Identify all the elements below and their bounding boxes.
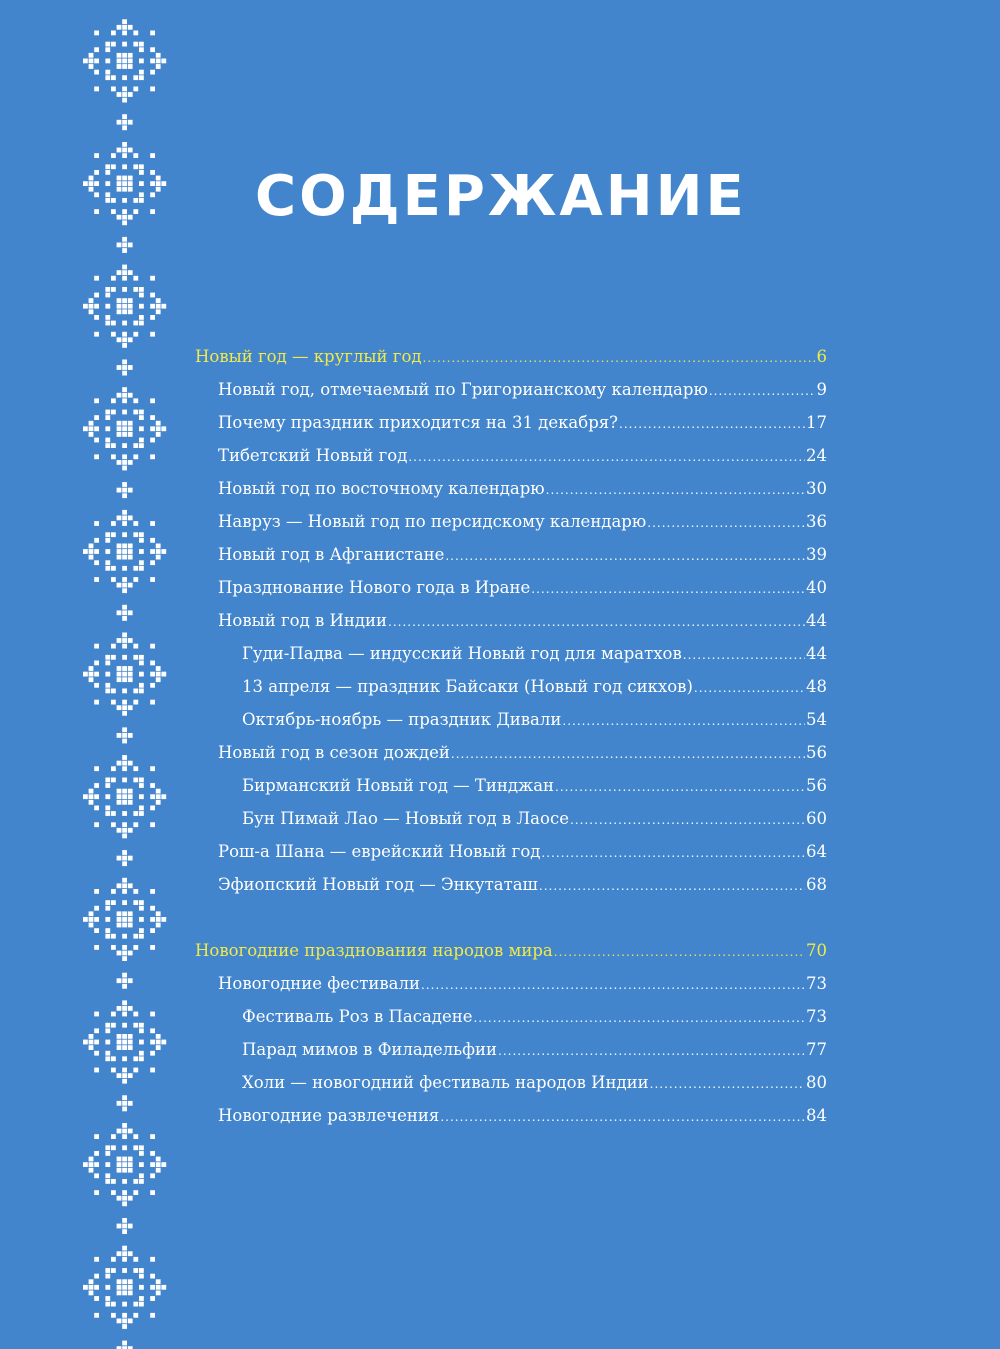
toc-leader-dots	[619, 408, 805, 441]
toc-entry-title: Новый год, отмечаемый по Григорианскому календарю	[218, 380, 708, 399]
toc-entry[interactable]	[195, 406, 827, 439]
toc-entry[interactable]	[195, 1099, 827, 1132]
toc-page-number: 73	[806, 974, 827, 993]
toc-entry-title: Эфиопский Новый год — Энкутаташ	[218, 875, 538, 894]
toc-section-heading[interactable]	[195, 340, 827, 373]
toc-leader-dots	[498, 1035, 805, 1068]
toc-section-heading[interactable]	[195, 934, 827, 967]
toc-leader-dots	[694, 672, 805, 705]
toc-entry-title: Новый год в Афганистане	[218, 545, 445, 564]
toc-entry-title: Октябрь-ноябрь — праздник Дивали	[242, 710, 562, 729]
toc-entry[interactable]	[195, 835, 827, 868]
toc-leader-dots	[445, 540, 805, 573]
toc-page-number: 60	[806, 809, 827, 828]
toc-leader-dots	[683, 639, 805, 672]
toc-entry[interactable]	[195, 439, 827, 472]
toc-entry-title: Парад мимов в Филадельфии	[242, 1040, 498, 1059]
toc-page-number: 64	[806, 842, 827, 861]
toc-page-number: 80	[806, 1073, 827, 1092]
toc-leader-dots	[562, 705, 805, 738]
toc-leader-dots	[709, 375, 816, 408]
toc-page-number: 39	[806, 545, 827, 564]
toc-entry-title: Новогодние развлечения	[218, 1106, 440, 1125]
toc-leader-dots	[421, 969, 805, 1002]
table-of-contents	[195, 340, 827, 1132]
toc-entry-title: Тибетский Новый год	[218, 446, 408, 465]
toc-entry[interactable]	[195, 736, 827, 769]
toc-leader-dots	[408, 441, 805, 474]
toc-page-number: 36	[806, 512, 827, 531]
toc-leader-dots	[531, 573, 805, 606]
toc-entry[interactable]	[195, 1066, 827, 1099]
toc-page-number: 56	[806, 743, 827, 762]
toc-page-number: 6	[816, 347, 827, 366]
toc-page-number: 54	[806, 710, 827, 729]
toc-entry-title: Новый год — круглый год	[195, 347, 422, 366]
toc-entry[interactable]	[195, 472, 827, 505]
toc-leader-dots	[555, 771, 805, 804]
toc-entry-title: Холи — новогодний фестиваль народов Индии	[242, 1073, 649, 1092]
toc-leader-dots	[647, 507, 805, 540]
snowflake-pattern-icon	[83, 0, 167, 1349]
toc-entry-title: Новый год в сезон дождей	[218, 743, 450, 762]
toc-page-number: 17	[806, 413, 827, 432]
toc-entry-title: 13 апреля — праздник Байсаки (Новый год сикхов)	[242, 677, 693, 696]
toc-entry-title: Гуди-Падва — индусский Новый год для маратхов	[242, 644, 682, 663]
toc-page-number: 44	[806, 644, 827, 663]
toc-page-number: 24	[806, 446, 827, 465]
toc-entry[interactable]	[195, 538, 827, 571]
toc-page-number: 40	[806, 578, 827, 597]
toc-entry-title: Новый год в Индии	[218, 611, 388, 630]
toc-leader-dots	[451, 738, 805, 771]
toc-leader-dots	[554, 936, 805, 969]
toc-leader-dots	[570, 804, 805, 837]
toc-entry[interactable]	[195, 1033, 827, 1066]
toc-page-number: 84	[806, 1106, 827, 1125]
toc-entry[interactable]	[195, 571, 827, 604]
toc-page-number: 48	[806, 677, 827, 696]
toc-entry-title: Новый год по восточному календарю	[218, 479, 545, 498]
toc-entry[interactable]	[195, 769, 827, 802]
toc-entry[interactable]	[195, 604, 827, 637]
toc-leader-dots	[423, 342, 816, 375]
toc-entry[interactable]	[195, 1000, 827, 1033]
toc-entry[interactable]	[195, 637, 827, 670]
toc-leader-dots	[541, 837, 805, 870]
toc-entry[interactable]	[195, 670, 827, 703]
toc-leader-dots	[473, 1002, 805, 1035]
toc-page-number: 70	[806, 941, 827, 960]
toc-leader-dots	[440, 1101, 805, 1134]
toc-entry[interactable]	[195, 505, 827, 538]
toc-entry-title: Фестиваль Роз в Пасадене	[242, 1007, 473, 1026]
toc-page-number: 77	[806, 1040, 827, 1059]
toc-page-number: 44	[806, 611, 827, 630]
toc-entry-title: Бирманский Новый год — Тинджан	[242, 776, 555, 795]
toc-entry[interactable]	[195, 703, 827, 736]
toc-entry-title: Почему праздник приходится на 31 декабря?	[218, 413, 619, 432]
toc-leader-dots	[388, 606, 805, 639]
toc-entry-title: Навруз — Новый год по персидскому календарю	[218, 512, 647, 531]
page-title: СОДЕРЖАНИЕ	[255, 164, 747, 229]
toc-page-number: 68	[806, 875, 827, 894]
toc-entry-title: Бун Пимай Лао — Новый год в Лаосе	[242, 809, 569, 828]
toc-page-number: 9	[816, 380, 827, 399]
toc-entry[interactable]	[195, 373, 827, 406]
toc-entry[interactable]	[195, 802, 827, 835]
toc-entry-title: Рош-а Шана — еврейский Новый год	[218, 842, 541, 861]
toc-entry-title: Новогодние празднования народов мира	[195, 941, 553, 960]
toc-entry[interactable]	[195, 967, 827, 1000]
toc-leader-dots	[546, 474, 805, 507]
toc-entry-title: Новогодние фестивали	[218, 974, 420, 993]
toc-page-number: 30	[806, 479, 827, 498]
toc-page-number: 73	[806, 1007, 827, 1026]
toc-entry-title: Празднование Нового года в Иране	[218, 578, 531, 597]
toc-entry[interactable]	[195, 868, 827, 901]
toc-page-number: 56	[806, 776, 827, 795]
toc-leader-dots	[539, 870, 805, 903]
toc-leader-dots	[650, 1068, 805, 1101]
